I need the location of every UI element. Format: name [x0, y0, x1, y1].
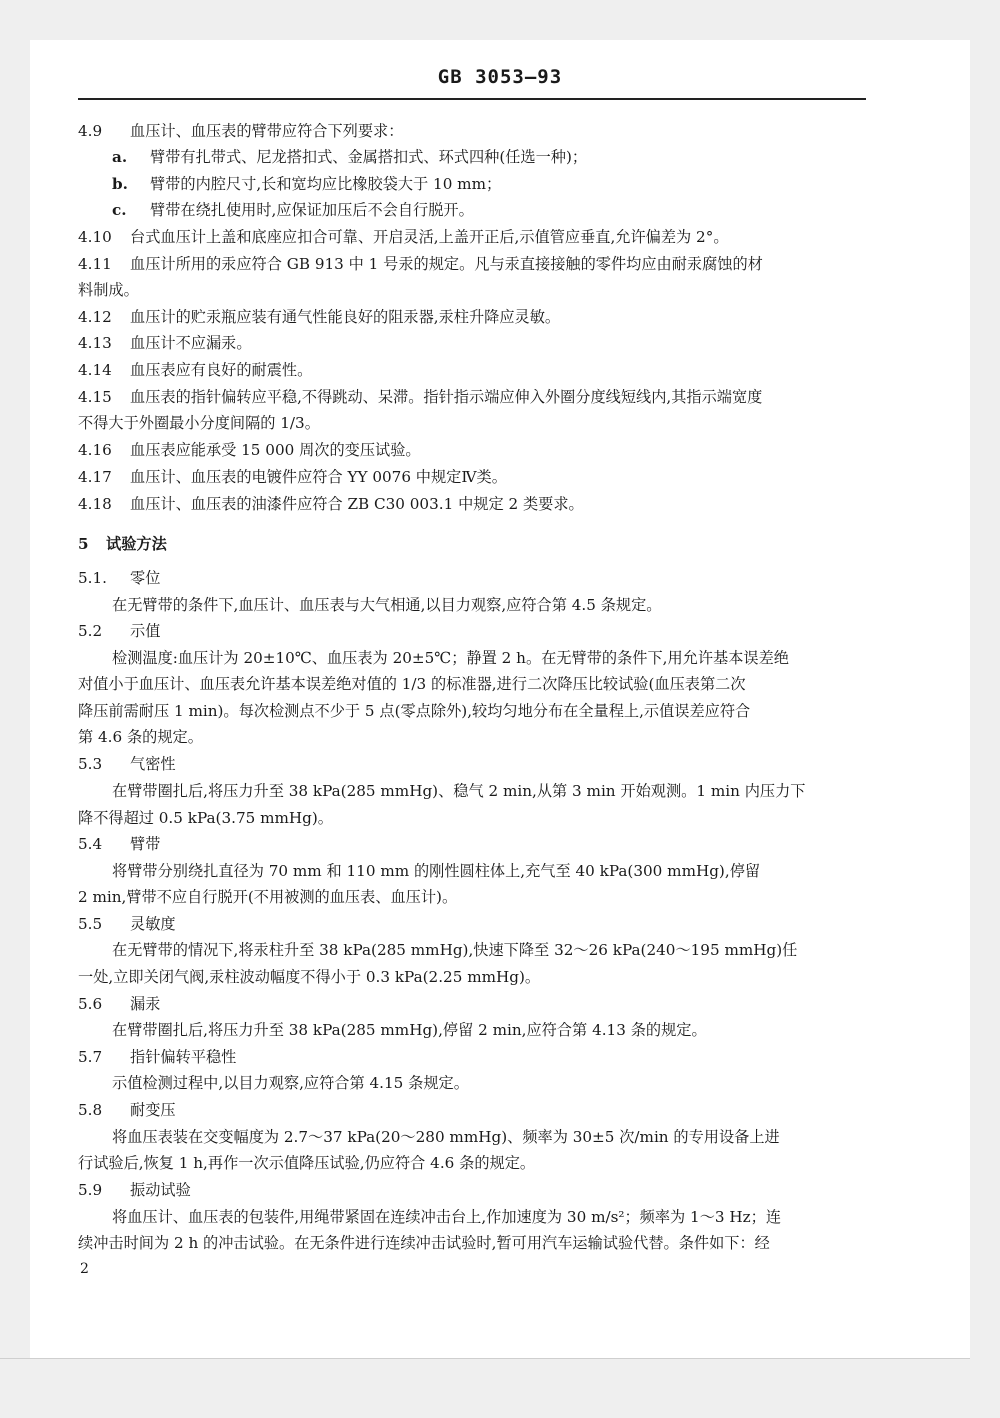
text-line — [78, 701, 750, 721]
line-text: 示值 — [130, 622, 161, 640]
text-line — [78, 887, 457, 907]
clause-number: 5.1. — [78, 569, 107, 587]
text-line — [112, 1020, 707, 1040]
clause-number: 4.18 — [78, 495, 112, 513]
clause-number: 5 — [78, 535, 89, 553]
line-text: 续冲击时间为 2 h 的冲击试验。在无条件进行连续冲击试验时,暂可用汽车运输试验代替。条件如下：经 — [78, 1234, 770, 1252]
clause-line — [78, 360, 312, 380]
clause-number: 4.13 — [78, 334, 112, 352]
line-text: 漏汞 — [130, 995, 161, 1013]
clause-line — [78, 307, 560, 327]
clause-number: 4.12 — [78, 308, 112, 326]
clause-line — [78, 227, 729, 247]
line-text: 臂带在绕扎使用时,应保证加压后不会自行脱开。 — [150, 201, 474, 219]
list-marker: c. — [112, 201, 127, 219]
clause-number: 5.3 — [78, 755, 103, 773]
line-text: 耐变压 — [130, 1101, 176, 1119]
clause-line — [78, 834, 160, 854]
clause-number: 5.6 — [78, 995, 103, 1013]
page-number: 2 — [80, 1261, 89, 1277]
clause-number: 5.9 — [78, 1181, 103, 1199]
line-text: 臂带的内腔尺寸,长和宽均应比橡胶袋大于 10 mm； — [150, 175, 502, 193]
line-text: 在臂带圈扎后,将压力升至 38 kPa(285 mmHg),停留 2 min,应符合第 4.13 条的规定。 — [112, 1021, 707, 1039]
text-line — [112, 648, 789, 668]
line-text: 一处,立即关闭气阀,汞柱波动幅度不得小于 0.3 kPa(2.25 mmHg)。 — [78, 968, 541, 986]
clause-number: 5.7 — [78, 1048, 103, 1066]
clause-line — [78, 494, 584, 514]
line-text: 血压计、血压表的臂带应符合下列要求： — [130, 122, 404, 140]
clause-number: 4.14 — [78, 361, 112, 379]
line-text: 2 min,臂带不应自行脱开(不用被测的血压表、血压计)。 — [78, 888, 458, 906]
clause-line — [78, 568, 160, 588]
line-text: 血压计的贮汞瓶应装有通气性能良好的阻汞器,汞柱升降应灵敏。 — [130, 308, 561, 326]
line-text: 血压计所用的汞应符合 GB 913 中 1 号汞的规定。凡与汞直接接触的零件均应由耐汞腐蚀的材 — [130, 255, 763, 273]
text-line — [112, 1073, 469, 1093]
line-text: 试验方法 — [106, 535, 167, 553]
line-text: 血压表应有良好的耐震性。 — [130, 361, 313, 379]
text-line — [78, 967, 540, 987]
text-line — [112, 940, 797, 960]
clause-line — [78, 754, 176, 774]
text-line — [78, 727, 203, 747]
line-text: 料制成。 — [78, 281, 139, 299]
text-line — [112, 200, 474, 220]
line-text: 台式血压计上盖和底座应扣合可靠、开启灵活,上盖开正后,示值管应垂直,允许偏差为 2°。 — [130, 228, 729, 246]
text-line — [112, 861, 760, 881]
clause-number: 4.10 — [78, 228, 112, 246]
clause-line — [78, 1180, 191, 1200]
line-text: 将臂带分别绕扎直径为 70 mm 和 110 mm 的刚性圆柱体上,充气至 40 kPa(300 mmHg),停留 — [112, 862, 761, 880]
line-text: 臂带有扎带式、尼龙搭扣式、金属搭扣式、环式四种(任选一种)； — [150, 148, 588, 166]
line-text: 在无臂带的情况下,将汞柱升至 38 kPa(285 mmHg),快速下降至 32～26 kPa(240～195 mmHg)任 — [112, 941, 798, 959]
text-line — [78, 808, 333, 828]
section-heading — [78, 534, 167, 554]
text-line — [78, 413, 320, 433]
clause-number: 4.16 — [78, 441, 112, 459]
clause-line — [78, 621, 160, 641]
text-line — [112, 595, 661, 615]
text-line — [78, 1153, 535, 1173]
line-text: 血压表的指针偏转应平稳,不得跳动、呆滞。指针指示端应伸入外圈分度线短线内,其指示端宽度 — [130, 388, 763, 406]
clause-line — [78, 467, 507, 487]
clause-line — [78, 1047, 236, 1067]
line-text: 对值小于血压计、血压表允许基本误差绝对值的 1/3 的标准器,进行二次降压比较试验(血压表第二次 — [78, 675, 746, 693]
line-text: 在无臂带的条件下,血压计、血压表与大气相通,以目力观察,应符合第 4.5 条规定。 — [112, 596, 662, 614]
clause-number: 4.15 — [78, 388, 112, 406]
clause-number: 4.11 — [78, 255, 112, 273]
clause-number: 4.17 — [78, 468, 112, 486]
clause-number: 5.5 — [78, 915, 103, 933]
clause-line — [78, 994, 160, 1014]
line-text: 血压表应能承受 15 000 周次的变压试验。 — [130, 441, 421, 459]
clause-number: 5.4 — [78, 835, 103, 853]
list-marker: b. — [112, 175, 128, 193]
line-text: 灵敏度 — [130, 915, 176, 933]
standard-code-header: GB 3053—93 — [437, 66, 563, 88]
clause-line — [78, 1100, 176, 1120]
clause-line — [78, 254, 763, 274]
text-line — [112, 147, 587, 167]
text-line — [78, 280, 139, 300]
line-text: 将血压表装在交变幅度为 2.7～37 kPa(20～280 mmHg)、频率为 30±5 次/min 的专用设备上进 — [112, 1128, 780, 1146]
line-text: 臂带 — [130, 835, 161, 853]
text-line — [112, 1207, 781, 1227]
clause-line — [78, 440, 421, 460]
clause-line — [78, 387, 762, 407]
line-text: 第 4.6 条的规定。 — [78, 728, 203, 746]
clause-number: 5.8 — [78, 1101, 103, 1119]
line-text: 将血压计、血压表的包装件,用绳带紧固在连续冲击台上,作加速度为 30 m/s²；频率为 1～3 Hz；连 — [112, 1208, 782, 1226]
line-text: 不得大于外圈最小分度间隔的 1/3。 — [78, 414, 320, 432]
clause-number: 5.2 — [78, 622, 103, 640]
line-text: 零位 — [130, 569, 161, 587]
clause-line — [78, 914, 176, 934]
line-text: 在臂带圈扎后,将压力升至 38 kPa(285 mmHg)、稳气 2 min,从第 3 min 开始观测。1 min 内压力下 — [112, 782, 806, 800]
text-line — [112, 781, 805, 801]
line-text: 示值检测过程中,以目力观察,应符合第 4.15 条规定。 — [112, 1074, 469, 1092]
text-line — [78, 1233, 770, 1253]
list-marker: a. — [112, 148, 128, 166]
text-line — [112, 1127, 780, 1147]
header-rule — [78, 98, 866, 100]
line-text: 血压计、血压表的油漆件应符合 ZB C30 003.1 中规定 2 类要求。 — [130, 495, 584, 513]
line-text: 气密性 — [130, 755, 176, 773]
text-line — [78, 674, 746, 694]
text-line — [112, 174, 501, 194]
line-text: 振动试验 — [130, 1181, 191, 1199]
clause-line — [78, 333, 252, 353]
line-text: 检测温度:血压计为 20±10℃、血压表为 20±5℃；静置 2 h。在无臂带的条件下,用允许基本误差绝 — [112, 649, 789, 667]
line-text: 降不得超过 0.5 kPa(3.75 mmHg)。 — [78, 809, 333, 827]
line-text: 血压计不应漏汞。 — [130, 334, 252, 352]
line-text: 血压计、血压表的电镀件应符合 YY 0076 中规定Ⅳ类。 — [130, 468, 507, 486]
line-text: 指针偏转平稳性 — [130, 1048, 237, 1066]
clause-line — [78, 121, 403, 141]
clause-number: 4.9 — [78, 122, 103, 140]
line-text: 降压前需耐压 1 min)。每次检测点不少于 5 点(零点除外),较均匀地分布在全量程上,示值误差应符合 — [78, 702, 751, 720]
line-text: 行试验后,恢复 1 h,再作一次示值降压试验,仍应符合 4.6 条的规定。 — [78, 1154, 536, 1172]
page-bottom-edge — [0, 1358, 970, 1359]
